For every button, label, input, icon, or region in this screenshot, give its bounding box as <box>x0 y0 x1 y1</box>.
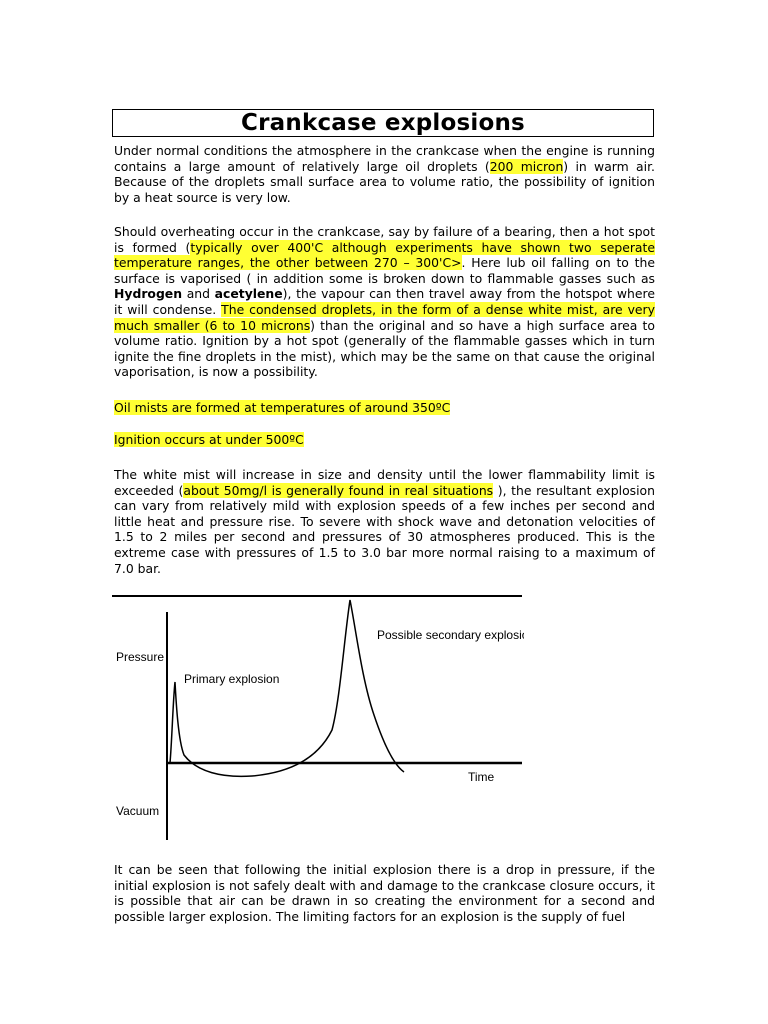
para3-text-a: The white mist will increase in size and density until the lower flammability limit is exceeded ( <box>114 467 655 498</box>
pressure-time-graph <box>112 590 524 842</box>
note-oil-mist-text: Oil mists are formed at temperatures of around 350ºC <box>114 400 451 415</box>
para2-text-c: and <box>182 286 215 302</box>
title-box <box>112 109 654 137</box>
para2-highlight-1: typically over 400'C although experiments have shown two seperate temperature ranges, the other between 270 – 300'C> <box>114 239 655 271</box>
pressure-label: Pressure <box>116 650 165 664</box>
primary-explosion-label: Primary explosion <box>184 672 280 686</box>
page-title: Crankcase explosions <box>241 110 525 136</box>
time-label: Time <box>468 770 495 784</box>
para2-text-b: . Here lub oil falling on to the surface is vaporised ( in addition some is broken down to flammable gasses such as <box>114 255 655 286</box>
vacuum-label: Vacuum <box>116 804 160 818</box>
note-oil-mist <box>114 400 655 416</box>
pressure-curve <box>170 600 404 776</box>
paragraph-3 <box>114 467 655 576</box>
secondary-explosion-label: Possible secondary explosion <box>377 628 524 642</box>
paragraph-4: It can be seen that following the initial explosion there is a drop in pressure, if the initial explosion is not safely dealt with and damage to the crankcase closure occurs, it is possible that air can be drawn in so creating the environment for a second and possible larger explosion. The limiting factors for an explosion is the supply of fuel <box>114 862 655 924</box>
note-ignition-text: Ignition occurs at under 500ºC <box>114 432 304 447</box>
para1-a: Under normal conditions the atmosphere in the crankcase when the engine is running contains a large amount of relatively large oil droplets ( <box>114 143 655 174</box>
paragraph-2 <box>114 224 655 380</box>
graph-svg <box>112 590 524 842</box>
para2-highlight-2: The condensed droplets, in the form of a dense white mist, are very much smaller (6 to 10 microns <box>114 301 655 333</box>
para3-highlight: about 50mg/l is generally found in real situations <box>183 482 494 498</box>
para2-text-d: ), the vapour can then travel away from the hotspot where it will condense. <box>114 286 655 317</box>
para1-b: ) in warm air. Because of the droplets small surface area to volume ratio, the possibility of ignition by a heat source is very low. <box>114 158 655 205</box>
paragraph-1 <box>114 143 655 205</box>
para2-bold-hydrogen: Hydrogen <box>114 286 183 302</box>
para2-text-a: Should overheating occur in the crankcase, say by failure of a bearing, then a hot spot is formed ( <box>114 224 655 255</box>
para2-text-e: ) than the original and so have a high surface area to volume ratio. Ignition by a hot spot (generally of the flammable gasses which in turn ignite the fine droplets in the mist), which may be the same on that cause the original vaporisation, is now a possibility. <box>114 317 655 380</box>
para2-bold-acetylene: acetylene <box>214 286 283 302</box>
para1-highlight: 200 micron <box>489 158 564 174</box>
note-ignition <box>114 432 655 448</box>
para3-text-b: ), the resultant explosion can vary from relatively mild with explosion speeds of a few inches per second and little heat and pressure rise. To severe with shock wave and detonation velocities of 1.5 to 2 miles per second and pressures of 30 atmospheres produced. This is the extreme case with pressures of 1.5 to 3.0 bar more normal raising to a maximum of 7.0 bar. <box>114 482 655 576</box>
